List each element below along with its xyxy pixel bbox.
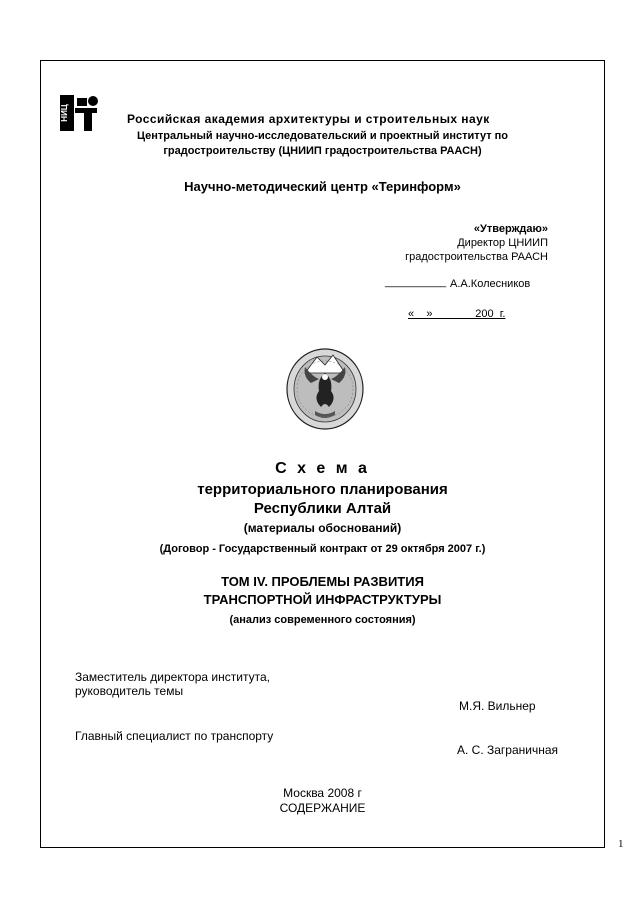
- schema-title: С х е м а: [275, 460, 370, 477]
- materials-subtitle: (материалы обоснований): [243, 521, 402, 535]
- academy-name: Российская академия архитектуры и строительных наук: [127, 112, 490, 126]
- approval-date: « » 200 г.: [408, 308, 506, 320]
- deputy-title-line-1: Заместитель директора института,: [75, 670, 270, 684]
- volume-title-line-2: ТРАНСПОРТНОЙ ИНФРАСТРУКТУРЫ: [203, 592, 442, 607]
- specialist-name: А. С. Заграничная: [457, 743, 559, 757]
- approval-position-line-2: градостроительства РААСН: [405, 251, 548, 263]
- specialist-title: Главный специалист по транспорту: [75, 729, 274, 743]
- institute-line-1: Центральный научно-исследовательский и проектный институт по: [136, 130, 509, 142]
- institute-line-2: градостроительству (ЦНИИП градостроительства РААСН): [163, 145, 482, 157]
- niits-logo: [60, 95, 98, 131]
- republic-altai-emblem: [285, 343, 365, 431]
- center-name: Научно-методический центр «Теринформ»: [184, 179, 461, 194]
- svg-text:НИЦ: НИЦ: [60, 104, 69, 122]
- city-year: Москва 2008 г: [283, 786, 362, 800]
- analysis-subtitle: (анализ современного состояния): [229, 614, 416, 626]
- approval-title: «Утверждаю»: [473, 223, 548, 235]
- volume-title-line-1: ТОМ IV. ПРОБЛЕМЫ РАЗВИТИЯ: [221, 574, 424, 589]
- contents-heading: СОДЕРЖАНИЕ: [279, 801, 366, 815]
- deputy-name: М.Я. Вильнер: [459, 699, 536, 713]
- page-number: 1: [618, 838, 624, 850]
- contract-subtitle: (Договор - Государственный контракт от 29 октября 2007 г.): [159, 543, 486, 555]
- title-line-1: территориального планирования: [197, 481, 448, 498]
- signature-line: __________: [385, 276, 447, 288]
- approver-name: А.А.Колесников: [450, 278, 531, 290]
- deputy-title-line-2: руководитель темы: [75, 684, 184, 698]
- title-line-2: Республики Алтай: [253, 500, 392, 517]
- approval-position-line-1: Директор ЦНИИП: [457, 237, 548, 249]
